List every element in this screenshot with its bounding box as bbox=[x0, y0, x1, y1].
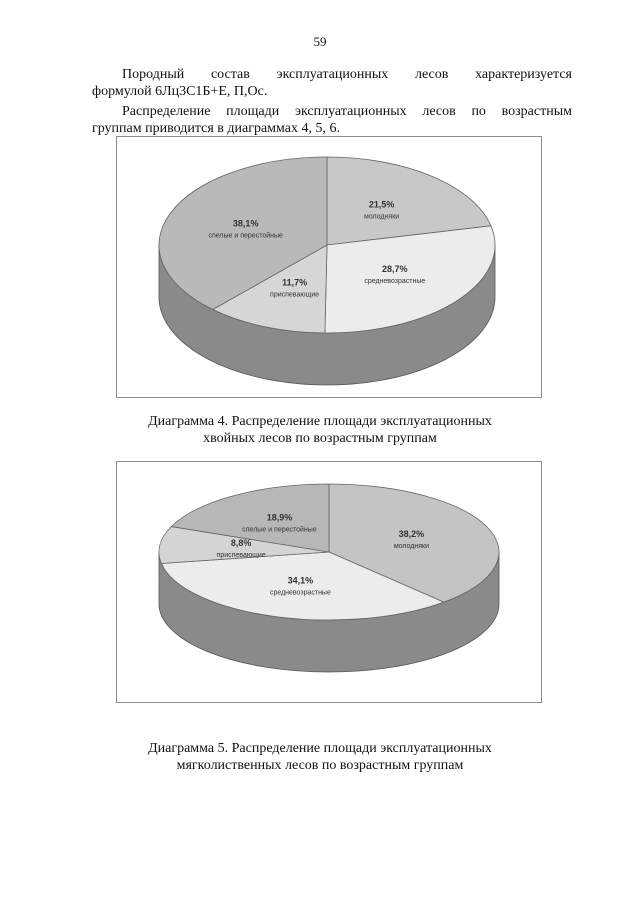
chart-5-caption bbox=[0, 740, 640, 774]
paragraph-1-line-1: Породный состав эксплуатационных лесов характеризуется bbox=[122, 67, 572, 82]
paragraph-2-line-1: Распределение площади эксплуатационных лесов по возрастным bbox=[122, 104, 572, 119]
chart-4-slice-2-percent: 11,7% bbox=[282, 277, 308, 288]
chart-5-caption-line-2: мягколиственных лесов по возрастным группам bbox=[176, 758, 464, 773]
chart-5-slice-1-percent: 34,1% bbox=[287, 575, 314, 586]
paragraph-2-line-2: группам приводится в диаграммах 4, 5, 6. bbox=[92, 121, 341, 136]
chart-5-slice-3-label: спелые и перестойные bbox=[242, 526, 317, 534]
chart-4-slice-2-label: приспевающие bbox=[270, 291, 320, 299]
chart-5-svg bbox=[117, 462, 541, 702]
chart-5-top bbox=[159, 484, 499, 620]
chart-4-slice-1-percent: 28,7% bbox=[382, 263, 408, 274]
chart-4-slice-3-percent: 38,1% bbox=[232, 218, 259, 229]
chart-4-caption bbox=[0, 413, 640, 447]
chart-5-slice-3-percent: 18,9% bbox=[266, 512, 293, 523]
chart-4-slice-1-label: средневозрастные bbox=[364, 277, 426, 285]
chart-5-caption-line-1: Диаграмма 5. Распределение площади эксплуатационных bbox=[148, 741, 492, 756]
chart-4-slice-0-percent: 21,5% bbox=[368, 199, 395, 210]
chart-4-top bbox=[159, 157, 495, 333]
chart-4-slice-0-label: молодняки bbox=[364, 213, 400, 221]
chart-4-frame bbox=[116, 136, 542, 398]
paragraph-2 bbox=[92, 103, 572, 137]
chart-4-caption-line-1: Диаграмма 4. Распределение площади эксплуатационных bbox=[148, 414, 492, 429]
chart-5-slice-0-percent: 38,2% bbox=[398, 529, 425, 540]
chart-4-svg bbox=[117, 137, 541, 397]
chart-5-slice-2-percent: 8,8% bbox=[230, 538, 252, 549]
chart-5-slice-2-label: приспевающие bbox=[216, 552, 266, 560]
chart-5-frame bbox=[116, 461, 542, 703]
chart-4-slice-3-label: спелые и перестойные bbox=[208, 232, 283, 240]
page-number: 59 bbox=[313, 34, 327, 49]
paragraph-1-line-2: формулой 6Лц3С1Б+Е, П,Ос. bbox=[92, 84, 268, 99]
chart-4-caption-line-2: хвойных лесов по возрастным группам bbox=[203, 431, 437, 446]
chart-5-slice-1-label: средневозрастные bbox=[269, 589, 331, 597]
chart-5-slice-0-label: молодняки bbox=[393, 543, 429, 551]
paragraph-1 bbox=[92, 66, 572, 100]
